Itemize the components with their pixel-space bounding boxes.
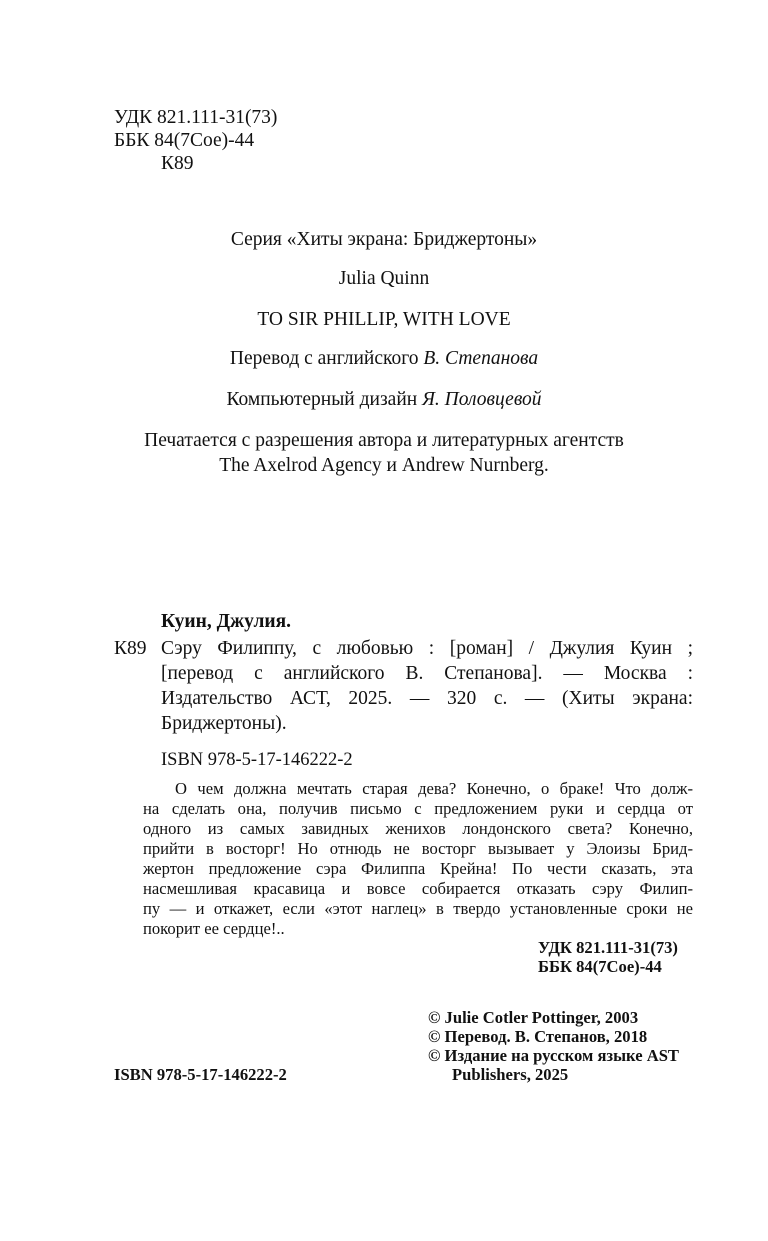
copyright-edition: © Издание на русском языке AST <box>428 1046 679 1065</box>
catalog-line-1: Сэру Филиппу, с любовью : [роман] / Джулия Куин ; <box>161 638 693 659</box>
annotation-line: покорит ее сердце!.. <box>143 919 285 938</box>
annotation-line: прийти в восторг! Но отнюдь не восторг вызывает у Элоизы Брид- <box>143 839 693 858</box>
catalog-line-3: Издательство АСТ, 2025. — 320 с. — (Хиты экрана: <box>161 688 693 709</box>
catalog-heading: Куин, Джулия. <box>161 611 292 632</box>
catalog-line-2: [перевод с английского В. Степанова]. — Москва : <box>161 663 693 684</box>
annotation <box>143 779 693 939</box>
author-name: Julia Quinn <box>338 268 430 289</box>
translator-name: В. Степанова <box>423 348 539 369</box>
author-mark: К89 <box>161 153 194 174</box>
bottom-udk: УДК 821.111-31(73) <box>538 938 678 957</box>
copyright-edition-cont: Publishers, 2025 <box>452 1065 569 1084</box>
catalog-mark: К89 <box>114 638 147 659</box>
catalog-isbn: ISBN 978-5-17-146222-2 <box>161 750 353 770</box>
translation-credit <box>0 348 768 370</box>
permission-line-1: Печатается с разрешения автора и литературных агентств <box>144 430 624 451</box>
annotation-line: одного из самых завидных женихов лондонского света? Конечно, <box>143 819 693 838</box>
catalog-line-4: Бриджертоны). <box>161 713 287 734</box>
annotation-line: жертон предложение сэра Филиппа Крейна! По чести сказать, эта <box>143 859 693 878</box>
series-title: Серия «Хиты экрана: Бриджертоны» <box>230 229 538 250</box>
bbk-code: ББК 84(7Сое)-44 <box>114 130 255 151</box>
permission-line-2: The Axelrod Agency и Andrew Nurnberg. <box>219 455 549 476</box>
udk-code: УДК 821.111-31(73) <box>114 107 278 128</box>
annotation-line: пу — и откажет, если «этот наглец» в твердо установленные сроки не <box>143 899 693 918</box>
copyright-translation: © Перевод. В. Степанов, 2018 <box>428 1027 648 1046</box>
translation-prefix: Перевод с английского <box>229 348 419 369</box>
designer-name: Я. Половцевой <box>422 389 542 410</box>
design-prefix: Компьютерный дизайн <box>226 389 418 410</box>
design-credit <box>0 389 768 411</box>
bottom-isbn: ISBN 978-5-17-146222-2 <box>114 1065 287 1084</box>
annotation-line: на сделать она, получив письмо с предложением руки и сердца от <box>143 799 693 818</box>
annotation-line: О чем должна мечтать старая дева? Конечно, о браке! Что долж- <box>175 779 693 798</box>
original-title: TO SIR PHILLIP, WITH LOVE <box>257 309 511 330</box>
copyright-author: © Julie Cotler Pottinger, 2003 <box>428 1008 639 1027</box>
annotation-line: насмешливая красавица и вовсе собирается отказать сэру Филип- <box>143 879 693 898</box>
bottom-bbk: ББК 84(7Сое)-44 <box>538 957 662 976</box>
